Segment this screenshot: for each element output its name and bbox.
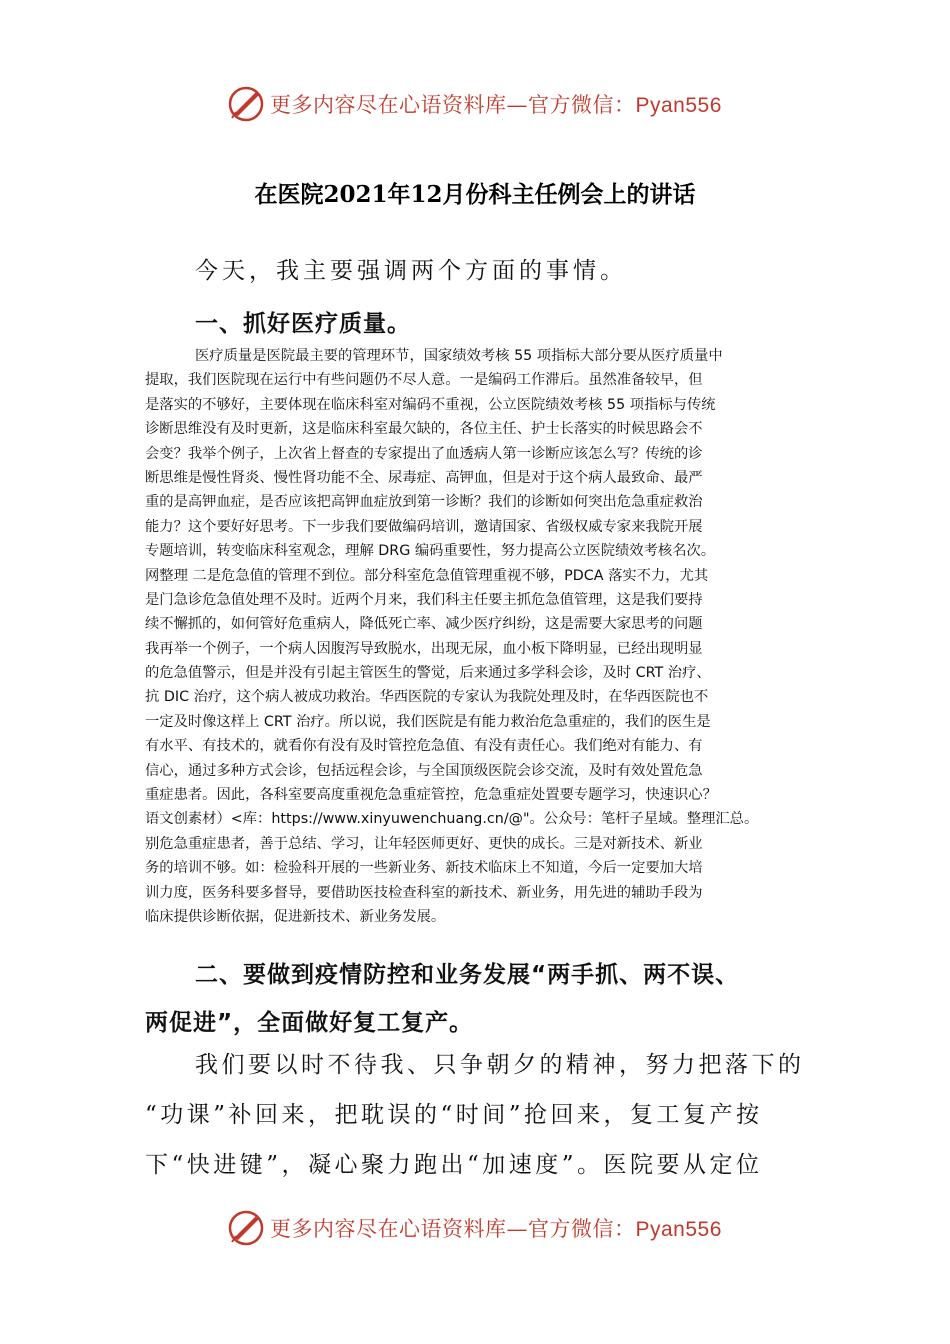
body-line: 诊断思维没有及时更新，这是临床科室最欠缺的，各位主任、护士长落实的时候思路会不 [145,421,703,438]
watermark-id: Pyan556 [635,94,722,117]
body-line: 抗 DIC 治疗，这个病人被成功救治。华西医院的专家认为我院处理及时，在华西医院也不 [145,689,709,706]
body-line: 有水平、有技术的，就看你有没有及时管控危急值、有没有责任心。我们绝对有能力、有 [145,738,703,755]
body-line: 提取，我们医院现在运行中有些问题仍不尽人意。一是编码工作滞后。虽然准备较早，但 [145,372,703,389]
body-line: 网整理 二是危急值的管理不到位。部分科室危急值管理重视不够，PDCA 落实不力，尤其 [145,567,709,584]
section-1-body [145,344,815,929]
body-line: 是门急诊危急值处理不及时。近两个月来，我们科主任要主抓危急值管理，这是我们要持 [145,591,703,608]
section-1-heading: 一、抓好医疗质量。 [195,311,411,337]
body-line: 一定及时像这样上 CRT 治疗。所以说，我们医院是有能力救治危急重症的，我们的医生是 [145,713,711,730]
document-title: 在医院2021年12月份科主任例会上的讲话 [254,181,696,208]
body-line: 重的是高钾血症，是否应该把高钾血症放到第一诊断？我们的诊断如何突出危急重症救治 [145,494,703,511]
watermark-text [270,1213,722,1243]
body-line: 能力？这个要好好思考。下一步我们要做编码培训，邀请国家、省级权威专家来我院开展 [145,518,703,535]
body-line: 下“快进键”，凝心聚力跑出“加速度”。医院要从定位 [145,1152,763,1178]
section-2-body [145,1040,815,1190]
body-line: 务的培训不够。如：检验科开展的一些新业务、新技术临床上不知道，今后一定要加大培 [145,860,703,877]
body-line: 断思维是慢性肾炎、慢性肾功能不全、尿毒症、高钾血，但是对于这个病人最致命、最严 [145,469,703,486]
body-line: 医疗质量是医院最主要的管理环节，国家绩效考核 55 项指标大部分要从医疗质量中 [195,348,723,364]
body-line: “功课”补回来，把耽误的“时间”抢回来，复工复产按 [145,1102,763,1128]
watermark-id: Pyan556 [635,1218,722,1241]
body-line: 是落实的不够好，主要体现在临床科室对编码不重视，公立医院绩效考核 55 项指标与传统 [145,396,716,413]
quill-logo-icon [226,84,266,124]
body-line: 我再举一个例子，一个病人因腹泻导致脱水，出现无尿，血小板下降明显，已经出现明显 [145,640,703,657]
watermark-text [270,89,722,119]
body-line: 别危急重症患者，善于总结、学习，让年轻医师更好、更快的成长。三是对新技术、新业 [145,835,703,852]
section-2-heading-line-1: 二、要做到疫情防控和业务发展“两手抓、两不误、 [195,962,740,988]
watermark-label: 更多内容尽在心语资料库—官方微信： [270,93,636,117]
quill-logo-icon [226,1208,266,1248]
body-line: 专题培训，转变临床科室观念，理解 DRG 编码重要性，努力提高公立医院绩效考核名次。 [145,543,716,560]
body-line: 我们要以时不待我、只争朝夕的精神，努力把落下的 [195,1052,805,1078]
intro-sentence: 今天，我主要强调两个方面的事情。 [195,258,627,284]
watermark-label: 更多内容尽在心语资料库—官方微信： [270,1217,636,1241]
body-line: 会变？我举个例子，上次省上督查的专家提出了血透病人第一诊断应该怎么写？传统的诊 [145,445,703,462]
section-2-heading-line-2: 两促进”，全面做好复工复产。 [145,1010,474,1036]
body-line: 语文创素材）<库：https://www.xinyuwenchuang.cn/@"。公众号：笔杆子星域。整理汇总。 [145,811,759,828]
body-line: 续不懈抓的，如何管好危重病人，降低死亡率、减少医疗纠纷，这是需要大家思考的问题 [145,616,703,633]
body-line: 训力度，医务科要多督导，要借助医技检查科室的新技术、新业务，用先进的辅助手段为 [145,884,703,901]
body-line: 的危急值警示，但是并没有引起主管医生的警觉，后来通过多学科会诊，及时 CRT 治疗、 [145,665,711,682]
body-line: 信心，通过多种方式会诊，包括远程会诊，与全国顶级医院会诊交流，及时有效处置危急 [145,762,703,779]
watermark-footer [226,1208,746,1248]
body-line: 临床提供诊断依据，促进新技术、新业务发展。 [145,908,446,925]
watermark-header [226,84,746,124]
body-line: 重症患者。因此，各科室要高度重视危急重症管控，危急重症处置要专题学习，快速识心？ [145,787,717,804]
